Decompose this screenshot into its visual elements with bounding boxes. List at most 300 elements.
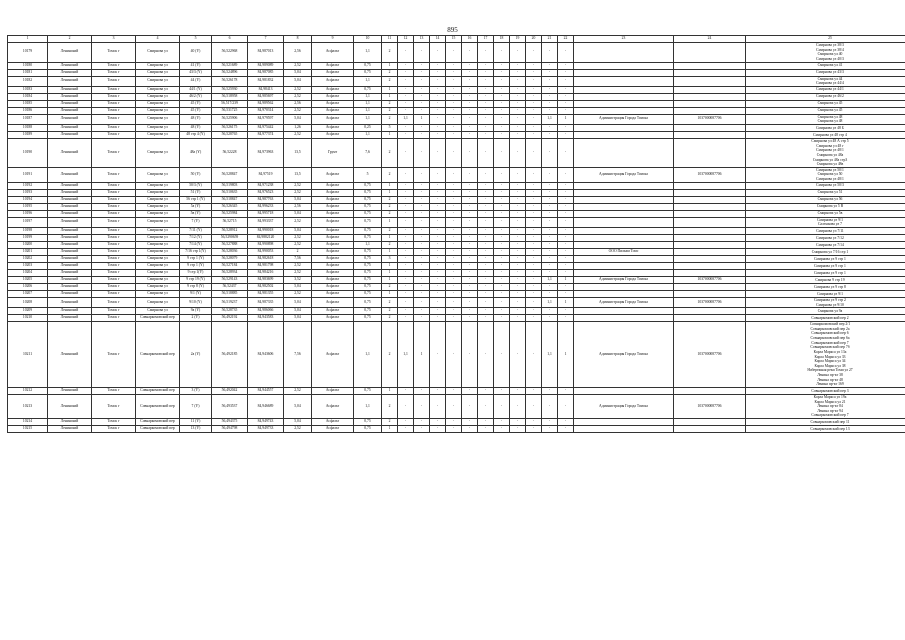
table-cell: - — [398, 62, 414, 69]
table-cell: - — [430, 297, 446, 307]
table-cell: - — [414, 196, 430, 203]
table-cell: - — [494, 241, 510, 248]
table-cell: - — [542, 308, 558, 315]
table-cell: 1 — [382, 262, 398, 269]
table-cell: - — [558, 182, 574, 189]
table-cell: - — [526, 114, 542, 124]
table-cell: - — [558, 387, 574, 394]
table-cell: - — [558, 290, 574, 297]
table-cell: Томск г — [92, 426, 136, 433]
table-cell: 84,982502 — [248, 283, 284, 290]
table-cell: - — [430, 125, 446, 132]
column-header: 5 — [180, 36, 212, 43]
table-cell: - — [542, 69, 558, 76]
table-cell: - — [510, 125, 526, 132]
table-cell: 56,522968 — [212, 43, 248, 63]
table-cell: 10192 — [8, 182, 48, 189]
table-cell: Смирнова ул — [136, 210, 180, 217]
address-line: Смирнова ул 48 Б — [816, 125, 844, 130]
table-cell: - — [446, 125, 462, 132]
addresses-cell — [746, 69, 905, 76]
column-header: 22 — [558, 36, 574, 43]
table-cell: - — [398, 167, 414, 182]
table-cell: 10211 — [8, 322, 48, 388]
table-cell: Смирнова ул — [136, 217, 180, 227]
table-cell: - — [494, 394, 510, 418]
table-cell: 10186 — [8, 107, 48, 114]
table-cell: - — [494, 114, 510, 124]
table-cell: 2,52 — [284, 269, 312, 276]
table-cell: 0,75 — [354, 290, 382, 297]
table-cell: 44 (Y) — [180, 76, 212, 86]
table-cell: 84,993337 — [248, 217, 284, 227]
table-cell: - — [430, 276, 446, 283]
table-cell: 2 — [382, 107, 398, 114]
table-cell: 56,524896 — [212, 69, 248, 76]
table-body — [8, 43, 905, 433]
table-cell: 84,973963 — [248, 139, 284, 168]
address-line: Смирнова ул 51 — [817, 190, 843, 195]
table-cell: Асфальт — [312, 248, 354, 255]
table-cell: - — [414, 283, 430, 290]
table-cell: - — [542, 394, 558, 418]
address-line: Совнаркомовский пер 6а — [810, 336, 850, 340]
addresses-cell — [746, 283, 905, 290]
table-cell — [574, 196, 674, 203]
table-cell: Ленинский — [48, 210, 92, 217]
address-line: Совнаркомовский пер 11 — [810, 419, 850, 424]
table-cell: - — [478, 196, 494, 203]
addresses-cell — [746, 167, 905, 182]
table-cell: - — [414, 419, 430, 426]
table-row — [8, 426, 905, 433]
table-cell — [674, 387, 746, 394]
table-row — [8, 234, 905, 241]
table-cell: Асфальт — [312, 290, 354, 297]
table-cell — [674, 203, 746, 210]
table-cell: - — [510, 93, 526, 100]
table-cell: - — [398, 234, 414, 241]
table-cell: 46/2 (Y) — [180, 93, 212, 100]
table-cell: - — [510, 227, 526, 234]
table-cell: 2,52 — [284, 241, 312, 248]
addresses-cell — [746, 93, 905, 100]
table-cell: Смирнова ул — [136, 76, 180, 86]
table-cell: - — [414, 234, 430, 241]
table-cell: - — [414, 43, 430, 63]
table-cell: 0,75 — [354, 182, 382, 189]
table-cell — [674, 210, 746, 217]
table-cell: - — [462, 227, 478, 234]
address-line: Смирнова ул 48/1 — [816, 177, 844, 181]
column-header: 23 — [574, 36, 674, 43]
address-line: Совнаркомовский пер 13 — [810, 426, 850, 431]
address-line: Смирнова ул 50/3 — [816, 183, 844, 188]
table-cell: - — [526, 125, 542, 132]
table-cell: - — [526, 308, 542, 315]
table-cell: Томск г — [92, 234, 136, 241]
table-cell: - — [558, 76, 574, 86]
table-cell: 0,75 — [354, 203, 382, 210]
table-cell: Ленинский — [48, 241, 92, 248]
table-cell: - — [414, 262, 430, 269]
table-cell: - — [526, 86, 542, 93]
addresses-cell — [746, 394, 905, 418]
column-header: 10 — [354, 36, 382, 43]
table-cell: 9 стр 8 (Y) — [180, 283, 212, 290]
table-cell: 56,518958 — [212, 93, 248, 100]
table-row — [8, 290, 905, 297]
table-cell: - — [558, 86, 574, 93]
table-cell — [574, 125, 674, 132]
table-cell: - — [462, 189, 478, 196]
table-cell: - — [494, 276, 510, 283]
table-cell: 56,492192 — [212, 315, 248, 322]
address-line: Смирнова ул 9/10 — [816, 302, 844, 307]
table-cell — [674, 69, 746, 76]
table-cell: 84,9882120 — [248, 234, 284, 241]
table-cell: 1 — [558, 322, 574, 388]
table-cell — [574, 227, 674, 234]
table-cell: - — [398, 255, 414, 262]
table-row — [8, 114, 905, 124]
table-cell: 50/3 (Y) — [180, 182, 212, 189]
table-cell: - — [398, 69, 414, 76]
table-cell: Асфальт — [312, 387, 354, 394]
table-cell: 2 — [382, 69, 398, 76]
table-cell: - — [462, 114, 478, 124]
table-cell: Ленинский — [48, 62, 92, 69]
address-line: Смирнова ул 9 стр 1 — [814, 270, 846, 275]
table-cell: - — [510, 69, 526, 76]
table-cell: 10182 — [8, 76, 48, 86]
table-cell: - — [478, 132, 494, 139]
table-cell: - — [462, 43, 478, 63]
table-cell: - — [526, 132, 542, 139]
table-cell: 2 (Y) — [180, 315, 212, 322]
address-line: Смирнова ул 9 стр 8 — [814, 284, 846, 289]
table-cell: - — [526, 248, 542, 255]
table-cell: - — [558, 210, 574, 217]
column-header: 24 — [674, 36, 746, 43]
table-cell: - — [478, 426, 494, 433]
table-cell: 84,970314 — [248, 107, 284, 114]
table-cell: - — [558, 62, 574, 69]
table-cell: 84,98413 — [248, 86, 284, 93]
table-cell: 10201 — [8, 248, 48, 255]
table-cell: - — [446, 93, 462, 100]
table-cell: - — [430, 234, 446, 241]
table-cell: - — [478, 210, 494, 217]
table-cell: - — [462, 255, 478, 262]
table-cell: - — [414, 86, 430, 93]
address-line: Совнаркомовский пер 7б — [810, 345, 850, 350]
table-cell: 10208 — [8, 297, 48, 307]
table-cell: Томск г — [92, 182, 136, 189]
table-cell: - — [494, 255, 510, 262]
table-cell: 2 — [382, 308, 398, 315]
table-cell: 9 стр 1 (Y) — [180, 262, 212, 269]
header-row — [8, 36, 905, 43]
table-cell: 84,943583 — [248, 315, 284, 322]
table-cell: - — [526, 210, 542, 217]
table-cell: Смирнова ул — [136, 203, 180, 210]
table-cell: - — [414, 182, 430, 189]
table-cell: - — [542, 255, 558, 262]
table-cell: - — [478, 167, 494, 182]
table-cell: - — [542, 196, 558, 203]
table-cell — [574, 69, 674, 76]
table-cell: 5в (Y) — [180, 210, 212, 217]
table-cell: - — [478, 182, 494, 189]
table-cell: 56,518847 — [212, 196, 248, 203]
table-cell: 56,526178 — [212, 76, 248, 86]
table-cell: - — [526, 182, 542, 189]
address-line: Смирнова ул 9/1 — [817, 217, 843, 222]
table-cell: 13,5 — [284, 167, 312, 182]
table-cell: 84,944557 — [248, 387, 284, 394]
table-cell — [674, 182, 746, 189]
table-cell: - — [462, 167, 478, 182]
table-cell: - — [446, 69, 462, 76]
table-cell: 2,56 — [284, 43, 312, 63]
table-cell: - — [494, 189, 510, 196]
table-cell — [574, 86, 674, 93]
table-cell: Смирнова ул — [136, 196, 180, 203]
table-cell: 1,1 — [398, 322, 414, 388]
table-cell: Ленинский — [48, 100, 92, 107]
table-cell: Ленинский — [48, 387, 92, 394]
table-row — [8, 315, 905, 322]
table-cell: - — [462, 69, 478, 76]
table-cell — [674, 290, 746, 297]
address-line: Совнаркомовский пер 3 — [811, 388, 849, 393]
table-cell: - — [430, 69, 446, 76]
table-cell: - — [542, 86, 558, 93]
table-cell: 84,987013 — [248, 43, 284, 63]
table-cell: - — [446, 107, 462, 114]
table-cell: 2,52 — [284, 387, 312, 394]
table-cell: - — [526, 217, 542, 227]
addresses-cell — [746, 248, 905, 255]
table-cell: Асфальт — [312, 210, 354, 217]
table-cell: 40 (Y) — [180, 43, 212, 63]
table-row — [8, 217, 905, 227]
table-cell: Ленинский — [48, 125, 92, 132]
addresses-cell — [746, 62, 905, 69]
table-cell — [574, 217, 674, 227]
table-cell: Смирнова ул — [136, 93, 180, 100]
table-cell — [574, 189, 674, 196]
column-header: 17 — [478, 36, 494, 43]
table-cell: Ленинский — [48, 86, 92, 93]
table-cell: - — [494, 93, 510, 100]
table-cell: Смирнова ул — [136, 69, 180, 76]
address-line: Смирнова ул 50 — [817, 172, 843, 177]
table-cell — [574, 387, 674, 394]
table-cell: - — [462, 297, 478, 307]
table-cell: - — [510, 322, 526, 388]
table-cell: - — [510, 132, 526, 139]
table-cell: - — [398, 43, 414, 63]
table-cell: - — [446, 290, 462, 297]
table-cell: Ленинский — [48, 234, 92, 241]
table-cell: - — [510, 248, 526, 255]
table-cell: Томск г — [92, 93, 136, 100]
table-cell: 5,04 — [284, 394, 312, 418]
table-cell: 56,493537 — [212, 394, 248, 418]
table-cell: 13,5 — [284, 139, 312, 168]
table-cell: - — [430, 283, 446, 290]
column-header: 2 — [48, 36, 92, 43]
table-cell: 56,494375 — [212, 419, 248, 426]
table-cell: - — [478, 100, 494, 107]
table-cell: Асфальт — [312, 234, 354, 241]
address-line: Смирнова ул 38/3 — [816, 43, 844, 47]
table-cell: - — [526, 283, 542, 290]
table-cell: - — [446, 189, 462, 196]
table-cell: - — [526, 241, 542, 248]
table-cell: - — [526, 167, 542, 182]
table-cell: Смирнова ул — [136, 262, 180, 269]
table-cell: Томск г — [92, 76, 136, 86]
column-header: 13 — [414, 36, 430, 43]
addresses-cell — [746, 86, 905, 93]
table-cell: Ленинский — [48, 132, 92, 139]
table-cell: 41 (Y) — [180, 62, 212, 69]
table-cell: 84,989089 — [248, 62, 284, 69]
table-cell: 10187 — [8, 114, 48, 124]
address-line: Смирнова ул 48 — [817, 119, 843, 124]
table-cell: - — [542, 125, 558, 132]
addresses-cell — [746, 100, 905, 107]
table-cell: - — [414, 241, 430, 248]
table-cell: 44/1 (Y) — [180, 86, 212, 93]
table-cell: - — [494, 86, 510, 93]
table-cell: Асфальт — [312, 308, 354, 315]
table-cell: Совнаркомовский пер — [136, 322, 180, 388]
addresses-cell — [746, 387, 905, 394]
table-cell: 2,52 — [284, 93, 312, 100]
table-cell: Асфальт — [312, 114, 354, 124]
table-cell: - — [542, 76, 558, 86]
table-cell: 1 — [382, 290, 398, 297]
table-cell: 56,517/239 — [212, 100, 248, 107]
table-cell: 10181 — [8, 69, 48, 76]
table-cell: 1,1 — [354, 43, 382, 63]
address-line: Смирнова ул 48 А стр 5 — [811, 139, 849, 143]
table-cell: 56,531725 — [212, 107, 248, 114]
table-cell: Асфальт — [312, 297, 354, 307]
table-cell: - — [542, 43, 558, 63]
table-cell: - — [494, 217, 510, 227]
table-cell: - — [398, 426, 414, 433]
table-cell: 9а (Y) — [180, 308, 212, 315]
table-cell: Смирнова ул — [136, 290, 180, 297]
address-line: Ленина пр-кт 38 — [817, 373, 843, 377]
table-cell: 56,528735 — [212, 308, 248, 315]
table-cell: - — [430, 100, 446, 107]
table-cell: 1,1 — [542, 322, 558, 388]
table-cell: - — [542, 132, 558, 139]
table-cell: 10199 — [8, 234, 48, 241]
table-cell: 84,990898 — [248, 241, 284, 248]
address-line: Смирнова ул 9 стр 1 — [814, 256, 846, 261]
table-cell: Ленинский — [48, 196, 92, 203]
table-cell: 9 стр 1(Y) — [180, 269, 212, 276]
table-cell: - — [494, 107, 510, 114]
table-row — [8, 69, 905, 76]
table-cell: 10207 — [8, 290, 48, 297]
table-cell: 84,946689 — [248, 394, 284, 418]
table-cell: 84,981832 — [248, 76, 284, 86]
address-line: Ленина пр-кт 84 — [817, 404, 843, 409]
address-line: Совнаркомовский пер 6 — [811, 331, 849, 336]
table-cell: - — [510, 241, 526, 248]
address-line: Смирнова ул 48 стр 4 — [813, 132, 847, 137]
table-cell: - — [414, 394, 430, 418]
table-cell: 1 — [382, 62, 398, 69]
table-cell: - — [398, 276, 414, 283]
table-cell: - — [398, 182, 414, 189]
table-cell: - — [526, 322, 542, 388]
table-row — [8, 132, 905, 139]
table-row — [8, 43, 905, 63]
table-cell: Ленинский — [48, 69, 92, 76]
table-row — [8, 394, 905, 418]
table-cell: 10200 — [8, 241, 48, 248]
table-cell: Асфальт — [312, 217, 354, 227]
table-cell: 84,982618 — [248, 255, 284, 262]
table-cell: - — [542, 269, 558, 276]
table-cell — [574, 290, 674, 297]
table-cell: Смирнова ул — [136, 132, 180, 139]
table-cell: - — [430, 241, 446, 248]
table-cell: - — [446, 262, 462, 269]
addresses-cell — [746, 196, 905, 203]
table-cell: - — [558, 69, 574, 76]
table-cell: 7 (Y) — [180, 394, 212, 418]
table-cell: - — [462, 290, 478, 297]
table-cell: - — [494, 269, 510, 276]
table-cell — [674, 100, 746, 107]
address-line: Смирнова ул 38/4 — [816, 47, 844, 52]
table-cell: - — [494, 426, 510, 433]
table-cell — [574, 43, 674, 63]
address-line: Совнаркомовский пер 7 — [811, 413, 849, 418]
table-cell: Томск г — [92, 43, 136, 63]
table-cell: - — [446, 315, 462, 322]
table-cell: 2 — [382, 315, 398, 322]
addresses-cell — [746, 189, 905, 196]
table-cell: 1,1 — [354, 107, 382, 114]
table-cell: Томск г — [92, 255, 136, 262]
table-cell: 84,979597 — [248, 114, 284, 124]
table-cell: Ленинский — [48, 262, 92, 269]
table-cell — [674, 43, 746, 63]
table-cell: - — [526, 203, 542, 210]
table-cell: - — [478, 283, 494, 290]
table-cell: - — [494, 182, 510, 189]
table-cell: - — [526, 290, 542, 297]
table-cell: 2 — [382, 43, 398, 63]
table-cell: - — [526, 262, 542, 269]
table-cell: 10180 — [8, 62, 48, 69]
table-cell: 3 (Y) — [180, 387, 212, 394]
table-cell: - — [446, 308, 462, 315]
table-cell: Ленинский — [48, 139, 92, 168]
table-cell: - — [542, 241, 558, 248]
